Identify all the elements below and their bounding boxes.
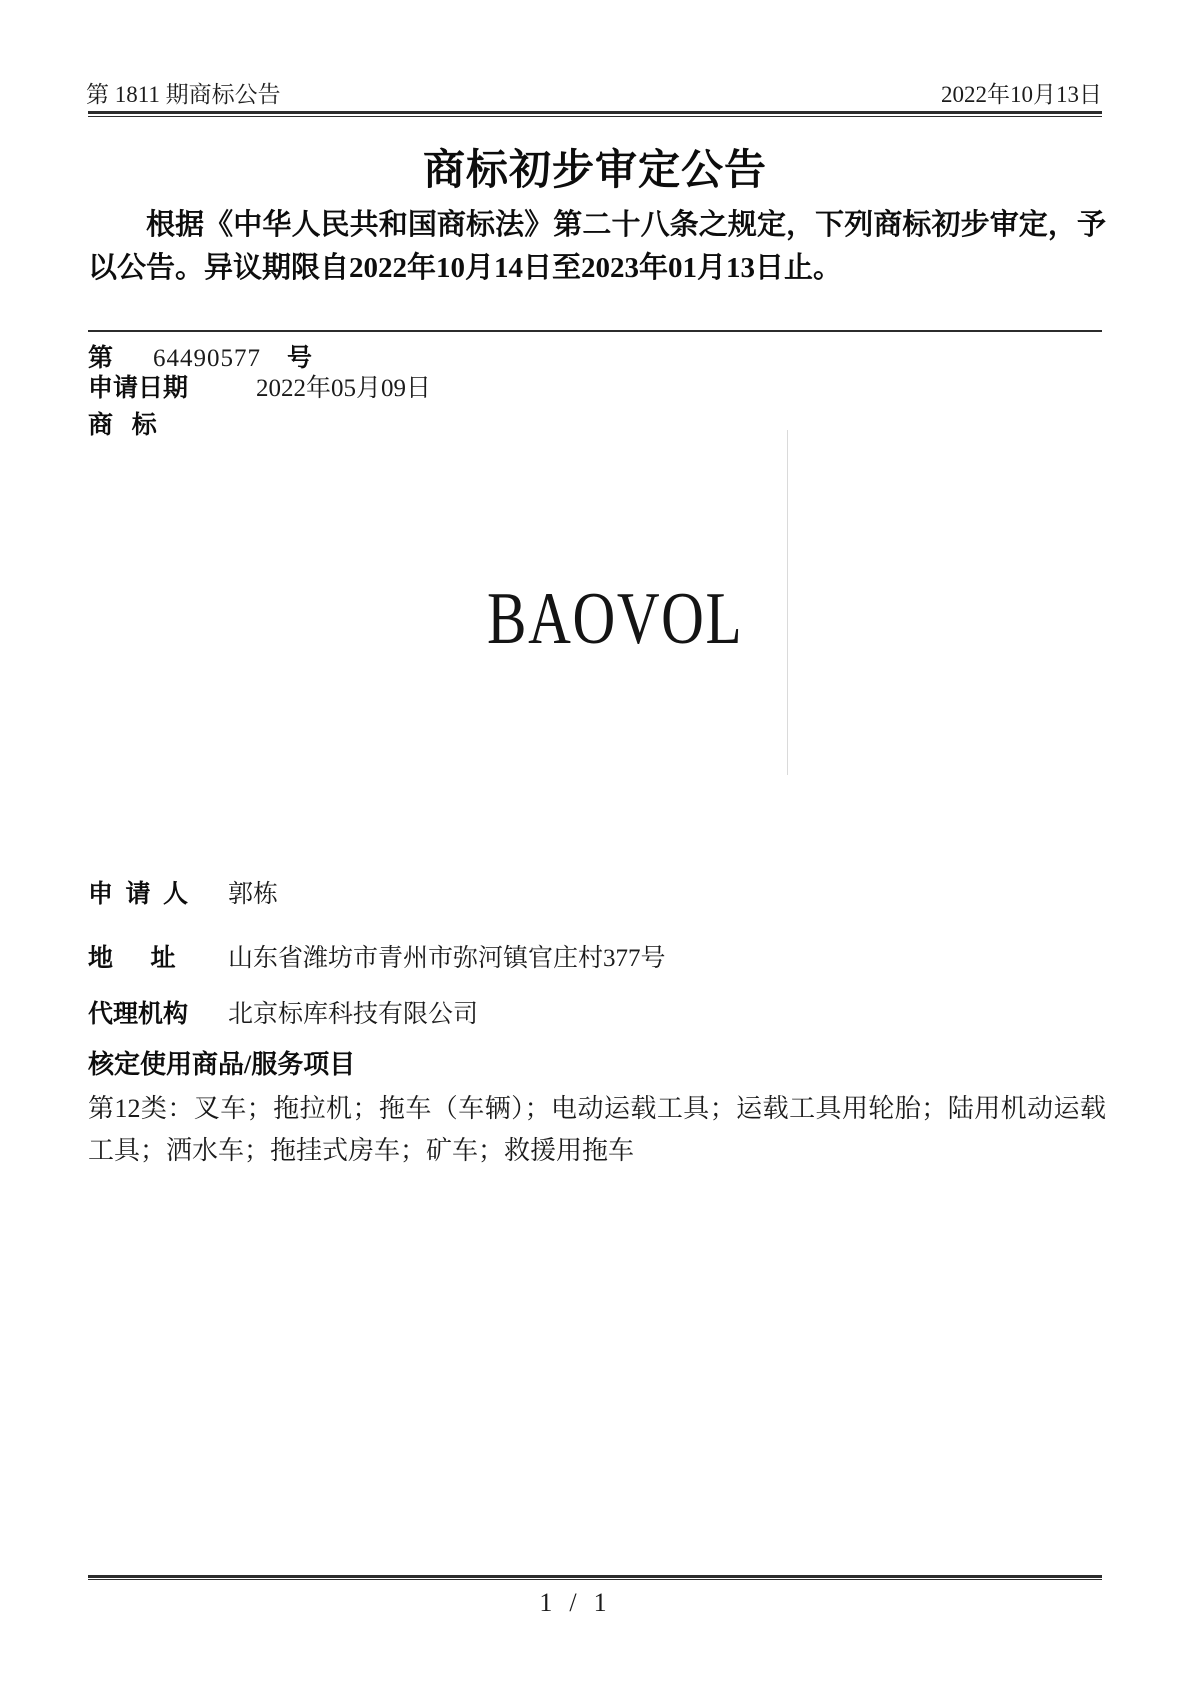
application-date-row <box>88 368 1102 404</box>
page-number <box>0 1588 1146 1618</box>
intro-paragraph: 根据《中华人民共和国商标法》第二十八条之规定，下列商标初步审定，予以公告。异议期限自2022年10月14日至2023年01月13日止。 <box>88 209 1106 284</box>
application-date-value: 2022年05月09日 <box>256 375 432 402</box>
footer-divider-line <box>88 1575 1102 1580</box>
trademark-label-row <box>88 405 1102 441</box>
registration-number: 64490577 <box>153 345 262 372</box>
applicant-value: 郭栋 <box>228 881 279 908</box>
applicant-label: 申 请 人 <box>88 881 189 908</box>
agent-value: 北京标库科技有限公司 <box>228 1001 479 1028</box>
total-page-number: 1 <box>593 1588 607 1617</box>
trademark-image <box>40 578 1190 660</box>
trademark-label: 商 标 <box>88 412 157 439</box>
applicant-row <box>88 874 1102 910</box>
address-value: 山东省潍坊市青州市弥河镇官庄村377号 <box>228 945 666 972</box>
address-row <box>88 938 1102 974</box>
reg-suffix-label: 号 <box>287 345 313 372</box>
gazette-issue-label: 第 1811 期商标公告 <box>86 82 281 107</box>
reg-prefix-label: 第 <box>88 345 114 372</box>
agent-label: 代理机构 <box>88 1001 189 1028</box>
current-page-number: 1 <box>539 1588 553 1617</box>
section-divider-line <box>88 330 1102 332</box>
page-number-separator: / <box>569 1588 577 1617</box>
header-divider-line <box>88 111 1102 117</box>
address-label: 地 址 <box>88 945 176 972</box>
gazette-date-label: 2022年10月13日 <box>941 82 1102 107</box>
trademark-wordmark: BAOVOL <box>486 578 744 660</box>
page-title: 商标初步审定公告 <box>422 148 767 194</box>
application-date-label: 申请日期 <box>88 375 189 402</box>
goods-services-list: 第12类：叉车；拖拉机；拖车（车辆）；电动运载工具；运载工具用轮胎；陆用机动运载工具；洒水车；拖挂式房车；矿车；救援用拖车 <box>88 1094 1106 1165</box>
goods-services-header: 核定使用商品/服务项目 <box>88 1050 356 1079</box>
agent-row <box>88 994 1102 1030</box>
